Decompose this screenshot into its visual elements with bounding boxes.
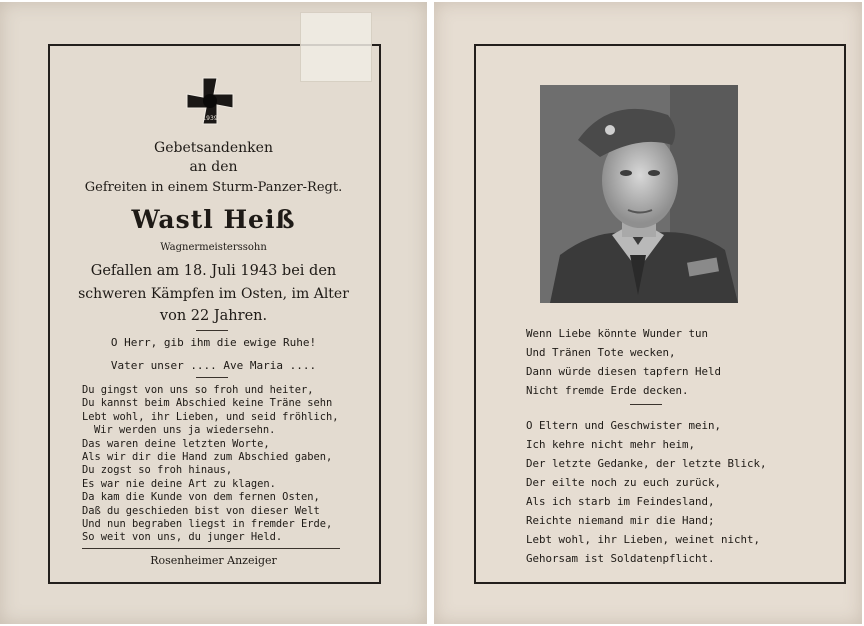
poem-line: Ich kehre nicht mehr heim, [526,438,696,451]
memorial-card-front [0,2,427,624]
divider [196,330,228,331]
fallen-line-1: Gefallen am 18. Juli 1943 bei den [90,263,337,279]
stanza-1 [526,324,721,400]
poem-line: Du gingst von uns so froh und heiter, [82,384,314,396]
divider [82,548,340,549]
poem-line: Reichte niemand mir die Hand; [526,514,715,527]
poem-line: Wenn Liebe könnte Wunder tun [526,327,709,340]
soldier-portrait [540,85,738,303]
heading-line-2: an den [189,159,238,175]
divider [196,377,228,378]
memorial-card-back [434,2,862,624]
poem-line: Der letzte Gedanke, der letzte Blick, [526,457,767,470]
poem-line: Daß du geschieden bist von dieser Welt [82,504,320,517]
poem-line: Nicht fremde Erde decken. [526,384,689,397]
poem-line: So weit von uns, du junger Held. [82,531,283,544]
poem-line: Als ich starb im Feindesland, [526,495,715,508]
poem-line: Der eilte noch zu euch zurück, [526,476,722,489]
iron-cross-icon [185,76,235,126]
poem-block [82,384,338,545]
deceased-name: Wastl Heiß [131,205,296,234]
fallen-line-3: von 22 Jahren. [159,308,268,324]
fallen-line-2: schweren Kämpfen im Osten, im Alter [78,286,349,302]
poem-line: O Eltern und Geschwister mein, [526,419,722,432]
poem-line: Lebt wohl, ihr Lieben, weinet nicht, [526,533,761,546]
poem-line: Es war nie deine Art zu klagen. [82,477,276,490]
poem-line: Gehorsam ist Soldatenpflicht. [526,552,715,565]
poem-line: Das waren deine letzten Worte, [82,437,270,450]
divider [630,404,662,405]
poem-line: Und nun begraben liegst in fremder Erde, [82,518,333,531]
poem-line: Du kannst beim Abschied keine Träne sehn [82,397,333,410]
poem-line: Wir werden uns ja wiedersehn. [94,424,276,437]
poem-line: Da kam die Kunde von dem fernen Osten, [82,491,320,504]
poem-line: Und Tränen Tote wecken, [526,346,676,359]
heading-line-1: Gebetsandenken [154,140,273,156]
stanza-2 [526,416,767,568]
publisher: Rosenheimer Anzeiger [150,554,277,567]
poem-line: Du zogst so froh hinaus, [82,464,233,477]
prayer-line: O Herr, gib ihm die ewige Ruhe! [110,336,317,349]
cross-year: 1939 [202,115,218,122]
poem-line: Dann würde diesen tapfern Held [526,365,722,378]
prayer-sub: Vater unser .... Ave Maria .... [110,359,317,372]
adhesive-tape [300,12,372,82]
heading-line-3: Gefreiten in einem Sturm-Panzer-Regt. [84,180,343,195]
deceased-subtitle: Wagnermeisterssohn [160,242,267,253]
poem-line: Als wir dir die Hand zum Abschied gaben, [82,451,333,464]
poem-line: Lebt wohl, ihr Lieben, und seid fröhlich, [82,410,339,423]
soldier-portrait-image [540,85,738,303]
